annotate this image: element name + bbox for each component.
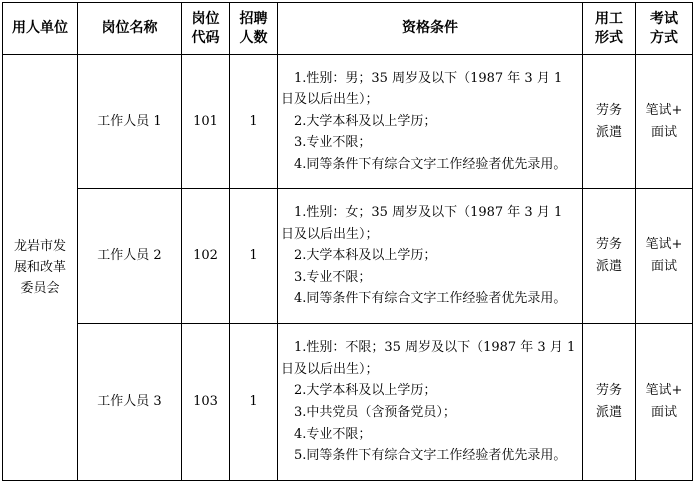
header-exam-method	[636, 3, 693, 55]
qualifications-cell	[278, 189, 583, 324]
header-position-name: 岗位名称	[78, 3, 182, 55]
table-row	[3, 189, 693, 324]
recruit-count-cell: 1	[230, 55, 278, 189]
header-qualifications: 资格条件	[278, 3, 583, 55]
qualification-line: 3.专业不限；	[294, 135, 372, 151]
qualification-line: 3.专业不限；	[294, 269, 372, 285]
exam-method-cell	[636, 189, 693, 324]
exam-method-cell	[636, 324, 693, 481]
employment-form-cell	[583, 189, 636, 324]
employment-form-line-1: 劳务	[595, 237, 622, 252]
position-code-cell: 101	[182, 55, 230, 189]
header-position-code-line-2: 代码	[191, 29, 220, 46]
position-name-cell: 工作人员 2	[78, 189, 182, 324]
header-exam-method-line-1: 考试	[650, 10, 678, 27]
header-recruit-count-line-1: 招聘	[239, 10, 268, 27]
employment-form-line-1: 劳务	[595, 383, 622, 398]
qualification-line: 4.专业不限；	[294, 426, 372, 442]
qualification-line: 4.同等条件下有综合文字工作经验者优先录用。	[294, 291, 567, 307]
header-position-code-line-1: 岗位	[191, 10, 220, 27]
exam-method-line-2: 面试	[650, 405, 677, 420]
qualification-line: 1.性别：女；35 周岁及以下（1987 年 3 月 1 日及以后出生）；	[281, 205, 563, 242]
header-row	[3, 3, 693, 55]
qualification-line: 1.性别：男；35 周岁及以下（1987 年 3 月 1 日及以后出生）；	[281, 70, 563, 108]
qualification-line: 1.性别：不限；35 周岁及以下（1987 年 3 月 1 日及以后出生）；	[281, 340, 576, 377]
qualification-line: 3.中共党员（含预备党员）；	[294, 405, 456, 420]
qualification-line: 2.大学本科及以上学历；	[294, 113, 437, 129]
employment-form-line-2: 派遣	[595, 259, 622, 274]
position-code-cell: 103	[182, 324, 230, 481]
header-recruit-count	[230, 3, 278, 55]
position-code-cell: 102	[182, 189, 230, 324]
exam-method-line-2: 面试	[650, 259, 677, 274]
exam-method-line-1: 笔试+	[645, 102, 683, 118]
header-recruit-count-line-2: 人数	[239, 29, 268, 46]
unit-line-3: 委员会	[20, 281, 60, 296]
employment-form-line-2: 派遣	[595, 405, 622, 420]
qualifications-cell	[278, 324, 583, 481]
unit-line-1: 龙岩市发	[13, 239, 66, 254]
exam-method-line-2: 面试	[650, 124, 677, 140]
employment-form-line-2: 派遣	[595, 124, 622, 140]
recruit-count-cell: 1	[230, 324, 278, 481]
employment-form-cell	[583, 324, 636, 481]
header-unit: 用人单位	[3, 3, 78, 55]
qualification-line: 2.大学本科及以上学历；	[294, 383, 437, 399]
exam-method-line-1: 笔试+	[645, 383, 683, 398]
qualifications-cell	[278, 55, 583, 189]
table-row	[3, 55, 693, 189]
position-name-cell: 工作人员 3	[78, 324, 182, 481]
recruitment-table	[2, 2, 693, 481]
header-exam-method-line-2: 方式	[650, 29, 678, 46]
qualification-line: 2.大学本科及以上学历；	[294, 248, 437, 264]
unit-line-2: 展和改革	[13, 260, 66, 275]
exam-method-line-1: 笔试+	[645, 237, 683, 252]
position-name-cell: 工作人员 1	[78, 55, 182, 189]
employment-form-line-1: 劳务	[595, 102, 622, 118]
table-row	[3, 324, 693, 481]
header-employment-form-line-2: 形式	[595, 29, 623, 46]
header-employment-form	[583, 3, 636, 55]
qualification-line: 4.同等条件下有综合文字工作经验者优先录用。	[294, 156, 567, 172]
header-position-code	[182, 3, 230, 55]
employment-form-cell	[583, 55, 636, 189]
recruit-count-cell: 1	[230, 189, 278, 324]
unit-cell	[3, 55, 78, 481]
qualification-line: 5.同等条件下有综合文字工作经验者优先录用。	[294, 448, 567, 464]
header-employment-form-line-1: 用工	[595, 10, 623, 27]
exam-method-cell	[636, 55, 693, 189]
